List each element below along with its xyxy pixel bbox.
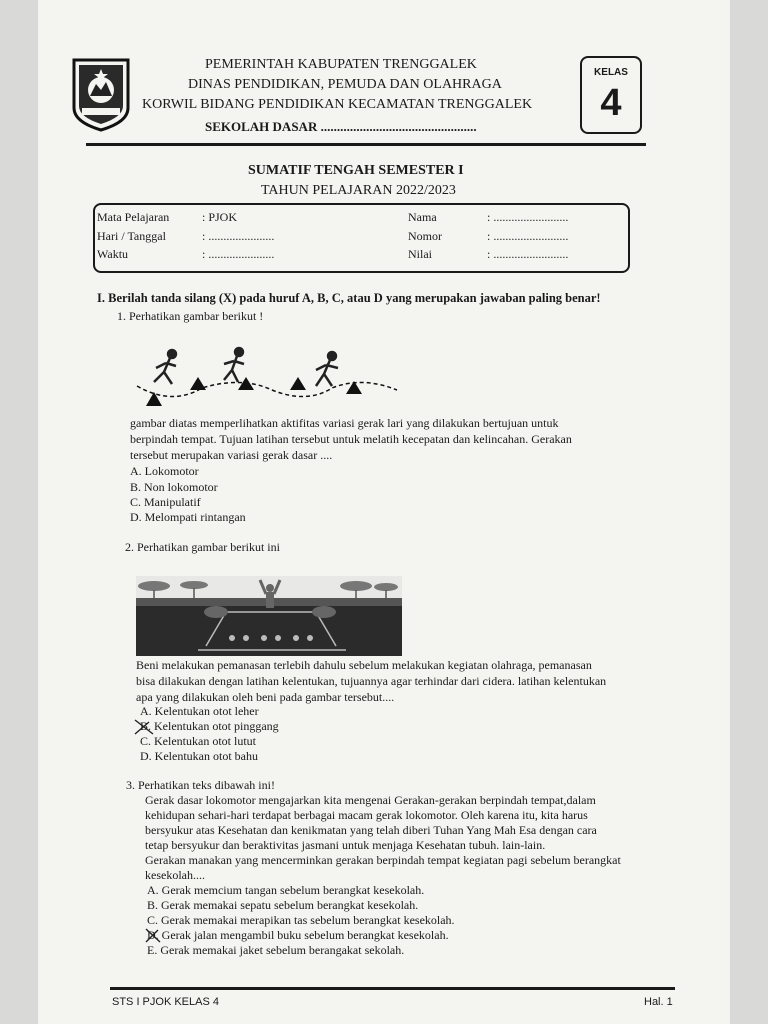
academic-year: TAHUN PELAJARAN 2022/2023 (261, 183, 456, 198)
class-number: 4 (600, 82, 622, 124)
q2-intro: 2. Perhatikan gambar berikut ini (125, 540, 280, 554)
q3-text-line2: kehidupan sehari-hari terdapat berbagai macam gerak lokomotor. Oleh karena itu, kita harus (145, 808, 588, 822)
q2-option-a[interactable]: A. Kelentukan otot leher (140, 704, 259, 718)
q2-option-b[interactable]: B. Kelentukan otot pinggang (140, 719, 279, 733)
header-divider (86, 143, 646, 146)
q3-text-line5: Gerakan manakan yang mencerminkan gerakan berpindah tempat kegiatan pagi sebelum berangkat (145, 853, 621, 867)
class-badge (580, 56, 642, 134)
gov-name: PEMERINTAH KABUPATEN TRENGGALEK (205, 57, 477, 72)
subject-value: : PJOK (202, 210, 238, 224)
q2-text-line3: apa yang dilakukan oleh beni pada gambar tersebut.... (136, 690, 395, 704)
number-field: : ......................... (487, 229, 569, 243)
q3-intro: 3. Perhatikan teks dibawah ini! (126, 778, 275, 792)
exam-title: SUMATIF TENGAH SEMESTER I (248, 163, 464, 178)
q2-text-line1: Beni melakukan pemanasan terlebih dahulu sebelum melakukan kegiatan olahraga, pemanasan (136, 658, 592, 672)
page-number: Hal. 1 (644, 996, 673, 1008)
date-field: : ...................... (202, 229, 275, 243)
q1-option-d[interactable]: D. Melompati rintangan (130, 510, 246, 524)
q3-option-c[interactable]: C. Gerak memakai merapikan tas sebelum berangkat kesekolah. (147, 913, 455, 927)
q3-text-line1: Gerak dasar lokomotor mengajarkan kita mengenai Gerakan-gerakan berpindah tempat,dalam (145, 793, 596, 807)
cross-mark-icon (144, 927, 162, 944)
time-field: : ...................... (202, 247, 275, 261)
q1-option-a[interactable]: A. Lokomotor (130, 464, 199, 478)
time-label: Waktu (97, 247, 129, 261)
score-label: Nilai (408, 247, 432, 261)
regency-emblem-icon (70, 56, 132, 132)
q3-option-e[interactable]: E. Gerak memakai jaket sebelum berangakat sekolah. (147, 943, 405, 957)
score-field: : ......................... (487, 247, 569, 261)
footer-divider (110, 987, 675, 990)
q1-option-b[interactable]: B. Non lokomotor (130, 480, 218, 494)
footer-label: STS I PJOK KELAS 4 (112, 996, 219, 1008)
name-field: : ......................... (487, 210, 569, 224)
dept-name: DINAS PENDIDIKAN, PEMUDA DAN OLAHRAGA (188, 77, 502, 92)
q2-text-line2: bisa dilakukan dengan latihan kelentukan, tujuannya agar terhindar dari cidera. latihan kelentukan (136, 674, 607, 688)
number-label: Nomor (408, 229, 442, 243)
korwil-name: KORWIL BIDANG PENDIDIKAN KECAMATAN TRENGGALEK (142, 97, 533, 112)
school-name: SEKOLAH DASAR ................................................ (205, 119, 477, 134)
q3-text-line3: bersyukur atas Kesehatan dan kenikmatan yang telah diberi Tuhan Yang Mah Esa dengan cara (145, 823, 597, 837)
q1-text-line1: gambar diatas memperlihatkan aktifitas variasi gerak lari yang dilakukan bertujuan untuk (130, 416, 559, 430)
class-label: KELAS (594, 67, 628, 78)
warm-up-photo (136, 576, 402, 656)
q3-option-a[interactable]: A. Gerak memcium tangan sebelum berangkat kesekolah. (147, 883, 425, 897)
q3-option-b[interactable]: B. Gerak memakai sepatu sebelum berangkat kesekolah. (147, 898, 419, 912)
date-label: Hari / Tanggal (97, 229, 166, 243)
subject-label: Mata Pelajaran (97, 210, 170, 224)
q3-text-line6: kesekolah.... (145, 868, 205, 882)
q2-option-d[interactable]: D. Kelentukan otot bahu (140, 749, 258, 763)
name-label: Nama (408, 210, 437, 224)
q3-text-line4: tetap bersyukur dan beraktivitas jasmani untuk menjaga Kesehatan tubuh. lain-lain. (145, 838, 546, 852)
q1-intro: 1. Perhatikan gambar berikut ! (117, 309, 264, 323)
q1-text-line2: berpindah tempat. Tujuan latihan tersebut untuk melatih kecepatan dan kelincahan. Gerakan (130, 432, 572, 446)
running-zigzag-illustration (132, 346, 402, 410)
q1-option-c[interactable]: C. Manipulatif (130, 495, 201, 509)
q2-option-c[interactable]: C. Kelentukan otot lutut (140, 734, 256, 748)
q3-option-d[interactable]: D. Gerak jalan mengambil buku sebelum berangkat kesekolah. (147, 928, 449, 942)
q1-text-line3: tersebut merupakan variasi gerak dasar .... (130, 448, 333, 462)
section-instruction: I. Berilah tanda silang (X) pada huruf A, B, C, atau D yang merupakan jawaban paling benar! (97, 291, 601, 305)
